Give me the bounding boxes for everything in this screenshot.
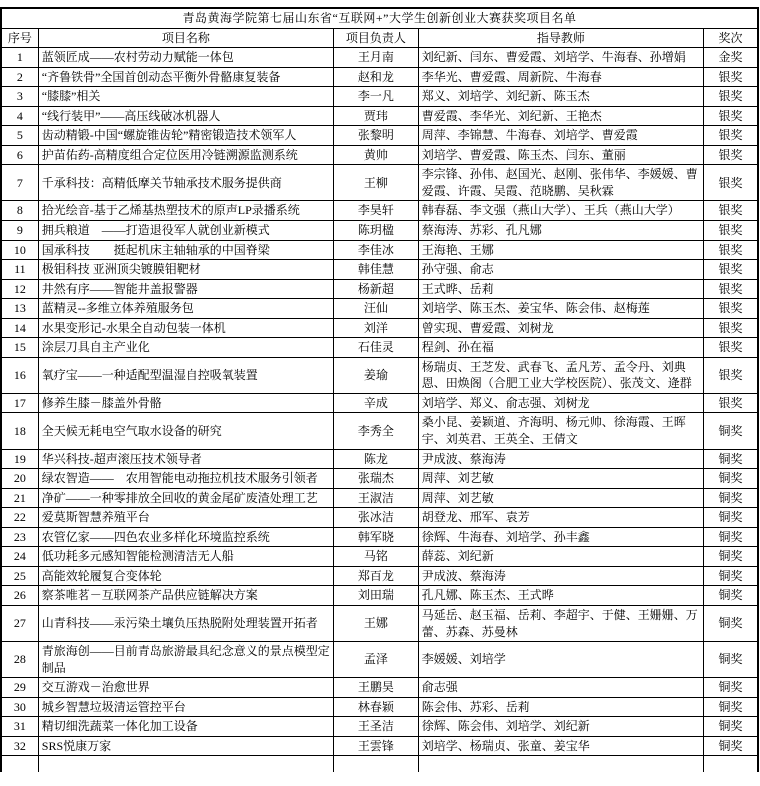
award-cell: 铜奖 xyxy=(703,717,758,737)
leader-cell: 杨新超 xyxy=(334,279,419,299)
award-cell: 铜奖 xyxy=(703,508,758,528)
leader-cell: 王柳 xyxy=(334,165,419,201)
table-row xyxy=(1,67,758,87)
table-row xyxy=(1,566,758,586)
row-number-cell: 24 xyxy=(1,547,38,567)
row-number-cell: 32 xyxy=(1,736,38,756)
leader-cell: 石佳灵 xyxy=(334,338,419,358)
row-number-cell: 18 xyxy=(1,413,38,449)
leader-cell: 马铭 xyxy=(334,547,419,567)
project-name-cell: 华兴科技-超声滚压技术领导者 xyxy=(38,449,333,469)
table-row xyxy=(1,165,758,201)
row-number-cell: 21 xyxy=(1,488,38,508)
empty-cell xyxy=(334,756,419,773)
teachers-cell: 尹成波、蔡海涛 xyxy=(418,449,703,469)
award-cell: 银奖 xyxy=(703,106,758,126)
leader-cell: 姜瑜 xyxy=(334,357,419,393)
teachers-cell: 薛蕊、刘纪新 xyxy=(418,547,703,567)
page-title: 青岛黄海学院第七届山东省“互联网+”大学生创新创业大赛获奖项目名单 xyxy=(1,8,758,28)
project-name-cell: 水果变形记-水果全自动包装一体机 xyxy=(38,318,333,338)
award-cell: 银奖 xyxy=(703,318,758,338)
award-cell: 铜奖 xyxy=(703,547,758,567)
leader-cell: 赵和龙 xyxy=(334,67,419,87)
project-name-cell: “膝膝”相关 xyxy=(38,87,333,107)
project-name-cell: 青旅海创——目前青岛旅游最具纪念意义的景点模型定制品 xyxy=(38,642,333,678)
award-cell: 铜奖 xyxy=(703,642,758,678)
project-name-cell: 修养生膝－膝盖外骨骼 xyxy=(38,393,333,413)
teachers-cell: 程剑、孙在福 xyxy=(418,338,703,358)
teachers-cell: 尹成波、蔡海涛 xyxy=(418,566,703,586)
leader-cell: 王雲锋 xyxy=(334,736,419,756)
leader-cell: 李秀全 xyxy=(334,413,419,449)
award-cell: 银奖 xyxy=(703,279,758,299)
teachers-cell: 孙守强、俞志 xyxy=(418,260,703,280)
award-list-table xyxy=(0,7,759,772)
project-name-cell: 交互游戏－治愈世界 xyxy=(38,678,333,698)
title-row xyxy=(1,8,758,28)
project-name-cell: 氧疗宝——一种适配型温湿自控吸氧装置 xyxy=(38,357,333,393)
teachers-cell: 韩春磊、李文强（燕山大学）、王兵（燕山大学） xyxy=(418,201,703,221)
empty-cell xyxy=(418,756,703,773)
row-number-cell: 11 xyxy=(1,260,38,280)
table-row xyxy=(1,318,758,338)
leader-cell: 陈龙 xyxy=(334,449,419,469)
row-number-cell: 23 xyxy=(1,527,38,547)
table-row xyxy=(1,48,758,68)
column-header-seq: 序号 xyxy=(1,28,38,48)
project-name-cell: SRS悦康万家 xyxy=(38,736,333,756)
table-row xyxy=(1,413,758,449)
row-number-cell: 17 xyxy=(1,393,38,413)
project-name-cell: 千承科技：高精低摩关节轴承技术服务提供商 xyxy=(38,165,333,201)
leader-cell: 刘洋 xyxy=(334,318,419,338)
project-name-cell: 齿动精锻-中国“螺旋锥齿轮”精密锻造技术领军人 xyxy=(38,126,333,146)
row-number-cell: 10 xyxy=(1,240,38,260)
award-cell: 铜奖 xyxy=(703,697,758,717)
teachers-cell: 蔡海涛、苏彩、孔凡娜 xyxy=(418,221,703,241)
row-number-cell: 31 xyxy=(1,717,38,737)
project-name-cell: “线行装甲”——高压线破冰机器人 xyxy=(38,106,333,126)
teachers-cell: 王海艳、王娜 xyxy=(418,240,703,260)
table-row xyxy=(1,126,758,146)
leader-cell: 韩军晓 xyxy=(334,527,419,547)
leader-cell: 张瑞杰 xyxy=(334,469,419,489)
project-name-cell: 护苗佑药-高精度组合定位医用冷链溯源监测系统 xyxy=(38,145,333,165)
row-number-cell: 15 xyxy=(1,338,38,358)
award-cell: 金奖 xyxy=(703,48,758,68)
teachers-cell: 胡登龙、邢军、袁芳 xyxy=(418,508,703,528)
row-number-cell: 22 xyxy=(1,508,38,528)
project-name-cell: 拥兵粮道 ——打造退役军人就创业新模式 xyxy=(38,221,333,241)
table-row xyxy=(1,736,758,756)
project-name-cell: 低功耗多元感知智能检测清洁无人船 xyxy=(38,547,333,567)
award-cell: 铜奖 xyxy=(703,736,758,756)
teachers-cell: 孔凡娜、陈玉杰、王式晔 xyxy=(418,586,703,606)
row-number-cell: 28 xyxy=(1,642,38,678)
award-cell: 银奖 xyxy=(703,165,758,201)
leader-cell: 李一凡 xyxy=(334,87,419,107)
table-row xyxy=(1,87,758,107)
teachers-cell: 刘纪新、闫东、曹爱霞、刘培学、牛海春、孙增娟 xyxy=(418,48,703,68)
row-number-cell: 8 xyxy=(1,201,38,221)
leader-cell: 李佳冰 xyxy=(334,240,419,260)
row-number-cell: 26 xyxy=(1,586,38,606)
table-row xyxy=(1,106,758,126)
leader-cell: 汪仙 xyxy=(334,299,419,319)
project-name-cell: 察茶唯茗－互联网茶产品供应链解决方案 xyxy=(38,586,333,606)
project-name-cell: 极钼科技 亚洲顶尖镀膜钼靶材 xyxy=(38,260,333,280)
leader-cell: 贾玮 xyxy=(334,106,419,126)
project-name-cell: 蓝领匠成——农村劳动力赋能一体包 xyxy=(38,48,333,68)
empty-cell xyxy=(1,756,38,773)
table-row xyxy=(1,279,758,299)
table-row xyxy=(1,488,758,508)
table-row xyxy=(1,717,758,737)
table-row xyxy=(1,393,758,413)
empty-cell xyxy=(703,756,758,773)
leader-cell: 张冰洁 xyxy=(334,508,419,528)
teachers-cell: 王式晔、岳莉 xyxy=(418,279,703,299)
table-row xyxy=(1,260,758,280)
award-cell: 银奖 xyxy=(703,145,758,165)
row-number-cell: 7 xyxy=(1,165,38,201)
project-name-cell: “齐鲁铁骨”全国首创动态平衡外骨骼康复装备 xyxy=(38,67,333,87)
award-cell: 银奖 xyxy=(703,87,758,107)
leader-cell: 林春颖 xyxy=(334,697,419,717)
teachers-cell: 杨瑞贞、王芝发、武春飞、孟凡芳、孟令丹、刘典恩、田焕阁（合肥工业大学校医院）、张茂文、逄群 xyxy=(418,357,703,393)
row-number-cell: 19 xyxy=(1,449,38,469)
table-row xyxy=(1,240,758,260)
leader-cell: 黄帅 xyxy=(334,145,419,165)
teachers-cell: 刘培学、杨瑞贞、张童、姜宝华 xyxy=(418,736,703,756)
award-cell: 银奖 xyxy=(703,338,758,358)
award-cell: 铜奖 xyxy=(703,413,758,449)
award-cell: 银奖 xyxy=(703,201,758,221)
award-cell: 银奖 xyxy=(703,357,758,393)
table-row xyxy=(1,605,758,641)
teachers-cell: 周萍、李锦慧、牛海春、刘培学、曹爱霞 xyxy=(418,126,703,146)
project-name-cell: 农管亿家——四色农业多样化环境监控系统 xyxy=(38,527,333,547)
teachers-cell: 刘培学、曹爱霞、陈玉杰、闫东、董丽 xyxy=(418,145,703,165)
table-row xyxy=(1,338,758,358)
leader-cell: 王月南 xyxy=(334,48,419,68)
column-header-leader: 项目负责人 xyxy=(334,28,419,48)
teachers-cell: 周萍、刘艺敏 xyxy=(418,469,703,489)
row-number-cell: 6 xyxy=(1,145,38,165)
project-name-cell: 涂层刀具自主产业化 xyxy=(38,338,333,358)
teachers-cell: 曾实现、曹爱霞、刘树龙 xyxy=(418,318,703,338)
award-cell: 银奖 xyxy=(703,260,758,280)
leader-cell: 王鹏昊 xyxy=(334,678,419,698)
empty-cell xyxy=(38,756,333,773)
row-number-cell: 3 xyxy=(1,87,38,107)
table-row xyxy=(1,586,758,606)
column-header-project: 项目名称 xyxy=(38,28,333,48)
table-row xyxy=(1,469,758,489)
leader-cell: 李昊轩 xyxy=(334,201,419,221)
project-name-cell: 城乡智慧垃圾清运管控平台 xyxy=(38,697,333,717)
teachers-cell: 李华光、曹爱霞、周新院、牛海春 xyxy=(418,67,703,87)
table-row xyxy=(1,642,758,678)
leader-cell: 郑百龙 xyxy=(334,566,419,586)
row-number-cell: 29 xyxy=(1,678,38,698)
table-row xyxy=(1,357,758,393)
teachers-cell: 周萍、刘艺敏 xyxy=(418,488,703,508)
row-number-cell: 14 xyxy=(1,318,38,338)
table-body xyxy=(1,48,758,773)
award-cell: 铜奖 xyxy=(703,527,758,547)
teachers-cell: 马延岳、赵玉福、岳莉、李超宇、于健、王姗姗、万蕾、苏森、苏曼林 xyxy=(418,605,703,641)
row-number-cell: 27 xyxy=(1,605,38,641)
project-name-cell: 爱莫斯智慧养殖平台 xyxy=(38,508,333,528)
award-cell: 铜奖 xyxy=(703,605,758,641)
leader-cell: 张黎明 xyxy=(334,126,419,146)
project-name-cell: 精切细洗蔬菜一体化加工设备 xyxy=(38,717,333,737)
row-number-cell: 30 xyxy=(1,697,38,717)
teachers-cell: 徐辉、牛海春、刘培学、孙丰鑫 xyxy=(418,527,703,547)
teachers-cell: 陈会伟、苏彩、岳莉 xyxy=(418,697,703,717)
row-number-cell: 9 xyxy=(1,221,38,241)
leader-cell: 陈玥楹 xyxy=(334,221,419,241)
leader-cell: 刘田瑞 xyxy=(334,586,419,606)
teachers-cell: 刘培学、陈玉杰、姜宝华、陈会伟、赵梅莲 xyxy=(418,299,703,319)
teachers-cell: 李媛媛、刘培学 xyxy=(418,642,703,678)
row-number-cell: 5 xyxy=(1,126,38,146)
teachers-cell: 俞志强 xyxy=(418,678,703,698)
award-cell: 铜奖 xyxy=(703,488,758,508)
award-cell: 铜奖 xyxy=(703,469,758,489)
row-number-cell: 16 xyxy=(1,357,38,393)
teachers-cell: 曹爱霞、李华光、刘纪新、王艳杰 xyxy=(418,106,703,126)
project-name-cell: 蓝精灵--多维立体养殖服务包 xyxy=(38,299,333,319)
award-cell: 铜奖 xyxy=(703,678,758,698)
table-row xyxy=(1,201,758,221)
project-name-cell: 净矿——一种零排放全回收的黄金尾矿废渣处理工艺 xyxy=(38,488,333,508)
teachers-cell: 李宗锋、孙伟、赵国光、赵刚、张伟华、李媛媛、曹爱霞、许霞、吴霞、范晓鹏、吴秋霖 xyxy=(418,165,703,201)
award-cell: 银奖 xyxy=(703,240,758,260)
row-number-cell: 2 xyxy=(1,67,38,87)
leader-cell: 王圣洁 xyxy=(334,717,419,737)
project-name-cell: 井然有序——智能井盖报警器 xyxy=(38,279,333,299)
column-header-teacher: 指导教师 xyxy=(418,28,703,48)
row-number-cell: 13 xyxy=(1,299,38,319)
table-row xyxy=(1,508,758,528)
award-cell: 银奖 xyxy=(703,299,758,319)
award-cell: 铜奖 xyxy=(703,566,758,586)
leader-cell: 孟泽 xyxy=(334,642,419,678)
award-cell: 铜奖 xyxy=(703,586,758,606)
table-row xyxy=(1,547,758,567)
table-row xyxy=(1,678,758,698)
partial-next-row xyxy=(1,756,758,773)
table-row xyxy=(1,221,758,241)
row-number-cell: 12 xyxy=(1,279,38,299)
row-number-cell: 25 xyxy=(1,566,38,586)
table-row xyxy=(1,449,758,469)
award-cell: 银奖 xyxy=(703,393,758,413)
leader-cell: 辛成 xyxy=(334,393,419,413)
teachers-cell: 桑小昆、姜颖道、齐海明、杨元帅、徐海霞、王晖宇、刘英君、王英全、王倩文 xyxy=(418,413,703,449)
teachers-cell: 徐辉、陈会伟、刘培学、刘纪新 xyxy=(418,717,703,737)
table-row xyxy=(1,299,758,319)
table-row xyxy=(1,527,758,547)
project-name-cell: 高能效轮履复合变体轮 xyxy=(38,566,333,586)
project-name-cell: 绿农智造—— 农用智能电动拖拉机技术服务引领者 xyxy=(38,469,333,489)
teachers-cell: 刘培学、郑义、俞志强、刘树龙 xyxy=(418,393,703,413)
header-row xyxy=(1,28,758,48)
table-row xyxy=(1,697,758,717)
project-name-cell: 全天候无耗电空气取水设备的研究 xyxy=(38,413,333,449)
table-row xyxy=(1,145,758,165)
row-number-cell: 20 xyxy=(1,469,38,489)
award-cell: 银奖 xyxy=(703,126,758,146)
teachers-cell: 郑义、刘培学、刘纪新、陈玉杰 xyxy=(418,87,703,107)
project-name-cell: 拾光绘音-基于乙烯基热塑技术的原声LP录播系统 xyxy=(38,201,333,221)
award-cell: 银奖 xyxy=(703,221,758,241)
award-cell: 银奖 xyxy=(703,67,758,87)
row-number-cell: 1 xyxy=(1,48,38,68)
leader-cell: 王淑洁 xyxy=(334,488,419,508)
row-number-cell: 4 xyxy=(1,106,38,126)
project-name-cell: 国承科技 挺起机床主轴轴承的中国脊梁 xyxy=(38,240,333,260)
leader-cell: 韩佳慧 xyxy=(334,260,419,280)
project-name-cell: 山青科技——汞污染土壤负压热脱附处理装置开拓者 xyxy=(38,605,333,641)
award-cell: 铜奖 xyxy=(703,449,758,469)
column-header-award: 奖次 xyxy=(703,28,758,48)
leader-cell: 王娜 xyxy=(334,605,419,641)
